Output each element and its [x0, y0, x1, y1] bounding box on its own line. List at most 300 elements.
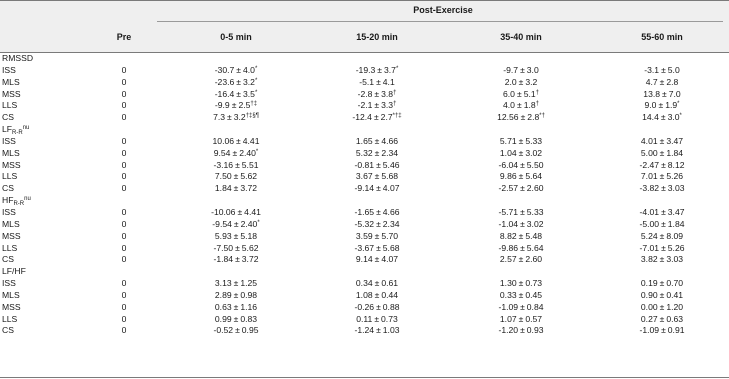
plus-minus-sign: ±: [518, 230, 524, 241]
section-subscript: R-R: [12, 130, 23, 137]
section-superscript: nu: [24, 196, 31, 203]
row-label-text: MSS: [2, 88, 21, 99]
sd-value: 1.8: [523, 100, 536, 111]
value-cell: [317, 254, 437, 266]
plus-minus-sign: ±: [374, 278, 380, 289]
value-cell: [176, 112, 296, 124]
row-label-text: CS: [2, 112, 14, 123]
table-row: [0, 314, 729, 326]
sd-value: 0.45: [525, 289, 543, 300]
pre-value: 0: [121, 242, 127, 253]
pre-value: 0: [121, 218, 127, 229]
significance-marker: †: [393, 89, 397, 96]
group-label: [2, 100, 17, 112]
sd-value: 0.70: [666, 278, 684, 289]
value-cell: [317, 314, 437, 326]
mean-value: -2.1: [357, 100, 373, 111]
mean-value: 5.93: [214, 230, 232, 241]
sd-value: 0.91: [667, 325, 685, 336]
group-label: [2, 183, 14, 195]
column-header-55-60: 55-60 min: [641, 32, 683, 42]
value-cell: [602, 278, 722, 290]
pre-value: 0: [121, 100, 127, 111]
significance-marker: *: [677, 101, 680, 108]
value-cell: [602, 231, 722, 243]
pre-value: 0: [121, 64, 127, 75]
section-label: [2, 266, 26, 278]
sd-value: 2.8: [666, 76, 679, 87]
sd-value: 2.40: [240, 218, 258, 229]
mean-value: 3.67: [355, 171, 373, 182]
mean-value: -3.1: [644, 64, 660, 75]
pre-value: 0: [121, 254, 127, 265]
plus-minus-sign: ±: [516, 88, 522, 99]
mean-value: -1.24: [354, 325, 375, 336]
plus-minus-sign: ±: [659, 254, 665, 265]
plus-minus-sign: ±: [518, 254, 524, 265]
sd-value: 8.12: [667, 159, 685, 170]
sd-value: 2.7: [380, 112, 393, 123]
plus-minus-sign: ±: [374, 230, 380, 241]
value-cell: [461, 278, 581, 290]
pre-value: 0: [121, 278, 127, 289]
mean-value: 3.82: [640, 254, 658, 265]
sd-value: 0.57: [525, 313, 543, 324]
value-cell: [176, 302, 296, 314]
value-cell: [461, 112, 581, 124]
significance-marker: *: [395, 65, 399, 72]
sd-value: 1.9: [665, 100, 678, 111]
significance-marker: *: [254, 77, 258, 84]
value-cell: [461, 243, 581, 255]
section-label: [2, 195, 31, 207]
sd-value: 0.84: [526, 301, 544, 312]
pre-value: 0: [121, 171, 127, 182]
plus-minus-sign: ±: [237, 206, 243, 217]
row-label-text: ISS: [2, 135, 16, 146]
column-header-15-20: 15-20 min: [356, 32, 398, 42]
mean-value: 9.86: [499, 171, 517, 182]
plus-minus-sign: ±: [520, 301, 525, 312]
value-cell: [317, 136, 437, 148]
value-cell: [602, 243, 722, 255]
sd-value: 7.0: [668, 88, 681, 99]
sd-value: 1.84: [666, 147, 684, 158]
mean-value: 2.0: [504, 76, 517, 87]
plus-minus-sign: ±: [233, 301, 239, 312]
value-cell: [602, 254, 722, 266]
value-cell: [176, 254, 296, 266]
sd-value: 8.09: [666, 230, 684, 241]
mean-value: -3.67: [354, 242, 375, 253]
value-cell: [461, 171, 581, 183]
section-subscript: R-R: [13, 201, 25, 208]
significance-marker: *: [255, 148, 259, 155]
mean-value: -1.09: [498, 301, 519, 312]
value-cell: [176, 243, 296, 255]
plus-minus-sign: ±: [235, 159, 240, 170]
plus-minus-sign: ±: [236, 88, 241, 99]
mean-value: -9.86: [498, 242, 519, 253]
mean-value: -16.4: [214, 88, 235, 99]
mean-value: 1.65: [355, 135, 373, 146]
row-label-text: LF: [2, 124, 13, 135]
significance-marker: *: [254, 65, 258, 72]
plus-minus-sign: ±: [520, 112, 526, 123]
pre-value: 0: [121, 301, 127, 312]
group-label: [2, 325, 14, 337]
value-cell: [317, 207, 437, 219]
value-cell: [602, 77, 722, 89]
row-label-text: ISS: [2, 64, 16, 75]
significance-marker: *†‡: [392, 113, 402, 120]
sd-value: 4.66: [381, 135, 399, 146]
value-cell: [461, 325, 581, 337]
plus-minus-sign: ±: [227, 112, 232, 123]
mean-value: 2.57: [499, 254, 517, 265]
sd-value: 3.7: [384, 64, 396, 75]
mean-value: 3.59: [355, 230, 373, 241]
mean-value: 0.63: [214, 301, 232, 312]
mean-value: 0.33: [499, 289, 517, 300]
group-label: [2, 207, 16, 219]
mean-value: -19.3: [355, 64, 376, 75]
value-cell: [176, 77, 296, 89]
plus-minus-sign: ±: [233, 183, 239, 194]
mean-value: -10.06: [211, 206, 236, 217]
sd-value: 3.72: [241, 254, 259, 265]
mean-value: -7.50: [213, 242, 234, 253]
table-bottom-rule: [0, 377, 729, 378]
plus-minus-sign: ±: [520, 159, 525, 170]
sd-value: 3.03: [667, 183, 685, 194]
mean-value: 1.30: [499, 278, 517, 289]
table-row: [0, 183, 729, 195]
value-cell: [461, 77, 581, 89]
mean-value: 13.8: [643, 88, 661, 99]
value-cell: [317, 65, 437, 77]
value-cell: [461, 89, 581, 101]
mean-value: -6.04: [498, 159, 519, 170]
sd-value: 3.47: [666, 135, 684, 146]
table-row: [0, 207, 729, 219]
row-label-text: MLS: [2, 218, 20, 229]
value-cell: [461, 160, 581, 172]
value-cell: [602, 325, 722, 337]
table-row: [0, 89, 729, 101]
value-cell: [176, 89, 296, 101]
sd-value: 0.44: [381, 289, 399, 300]
sd-value: 0.98: [240, 289, 258, 300]
table-row: [0, 302, 729, 314]
sd-value: 5.70: [381, 230, 399, 241]
pre-value: 0: [121, 147, 127, 158]
table-row: [0, 219, 729, 231]
value-cell: [317, 183, 437, 195]
sd-value: 5.1: [523, 88, 536, 99]
sd-value: 5.0: [667, 64, 680, 75]
plus-minus-sign: ±: [661, 206, 666, 217]
row-label-text: LF/HF: [2, 266, 26, 277]
plus-minus-sign: ±: [374, 88, 380, 99]
value-cell: [461, 254, 581, 266]
sd-value: 5.48: [525, 230, 543, 241]
sd-value: 2.60: [526, 183, 544, 194]
mean-value: -5.00: [639, 218, 660, 229]
value-cell: [461, 148, 581, 160]
sd-value: 2.34: [382, 218, 400, 229]
mean-value: 1.08: [355, 289, 373, 300]
mean-value: 5.00: [640, 147, 658, 158]
plus-minus-sign: ±: [661, 183, 666, 194]
table-row: [0, 65, 729, 77]
group-label: [2, 148, 20, 160]
sd-value: 1.84: [667, 218, 685, 229]
mean-value: 4.7: [645, 76, 658, 87]
pre-value: 0: [121, 88, 127, 99]
value-cell: [461, 136, 581, 148]
row-label-text: MLS: [2, 289, 20, 300]
plus-minus-sign: ±: [376, 242, 381, 253]
value-cell: [317, 278, 437, 290]
plus-minus-sign: ±: [235, 242, 240, 253]
value-cell: [461, 100, 581, 112]
sd-value: 0.61: [381, 278, 399, 289]
sd-value: 5.51: [241, 159, 259, 170]
value-cell: [602, 112, 722, 124]
mean-value: -7.01: [639, 242, 660, 253]
mean-value: 7.50: [214, 171, 232, 182]
value-cell: [176, 183, 296, 195]
significance-marker: *: [257, 219, 260, 226]
plus-minus-sign: ±: [233, 289, 239, 300]
plus-minus-sign: ±: [374, 289, 380, 300]
plus-minus-sign: ±: [374, 147, 380, 158]
sd-value: 3.0: [526, 64, 539, 75]
table-row: [0, 171, 729, 183]
section-row: [0, 195, 729, 207]
group-label: [2, 302, 21, 314]
plus-minus-sign: ±: [661, 159, 666, 170]
sd-value: 3.3: [381, 100, 394, 111]
plus-minus-sign: ±: [374, 100, 380, 111]
mean-value: -0.81: [354, 159, 375, 170]
group-label: [2, 254, 14, 266]
sd-value: 4.41: [244, 206, 261, 217]
significance-marker: †‡: [250, 101, 258, 108]
sd-value: 0.73: [381, 313, 398, 324]
sd-value: 2.40: [239, 147, 256, 158]
plus-minus-sign: ±: [661, 325, 666, 336]
column-header-35-40: 35-40 min: [500, 32, 542, 42]
pre-value: 0: [121, 230, 127, 241]
sd-value: 3.8: [381, 88, 394, 99]
row-label-text: LLS: [2, 313, 18, 324]
column-header-0-5: 0-5 min: [220, 32, 252, 42]
plus-minus-sign: ±: [374, 135, 380, 146]
mean-value: -4.01: [639, 206, 660, 217]
plus-minus-sign: ±: [516, 100, 522, 111]
value-cell: [461, 302, 581, 314]
value-cell: [461, 65, 581, 77]
sd-value: 2.34: [381, 147, 399, 158]
row-label-text: CS: [2, 183, 14, 194]
plus-minus-sign: ±: [233, 218, 239, 229]
pre-value: 0: [121, 159, 127, 170]
table-row: [0, 77, 729, 89]
mean-value: -1.65: [354, 206, 375, 217]
mean-value: -9.14: [354, 183, 375, 194]
plus-minus-sign: ±: [232, 147, 238, 158]
mean-value: 4.0: [503, 100, 515, 111]
sd-value: 4.07: [381, 254, 399, 265]
value-cell: [461, 231, 581, 243]
value-cell: [176, 160, 296, 172]
significance-marker: *: [679, 113, 682, 120]
table-row: [0, 136, 729, 148]
pre-value: 0: [121, 135, 127, 146]
sd-value: 5.64: [525, 171, 543, 182]
mean-value: -30.7: [214, 64, 235, 75]
row-label-text: LLS: [2, 171, 18, 182]
section-superscript: nu: [22, 125, 30, 132]
mean-value: -5.32: [354, 218, 375, 229]
mean-value: -2.57: [498, 183, 519, 194]
mean-value: 9.14: [355, 254, 373, 265]
value-cell: [461, 290, 581, 302]
pre-value: 0: [121, 183, 127, 194]
table-row: [0, 325, 729, 337]
sd-value: 2.60: [525, 254, 543, 265]
sd-value: 5.33: [526, 206, 544, 217]
value-cell: [317, 231, 437, 243]
mean-value: -1.84: [213, 254, 234, 265]
sd-value: 0.95: [241, 325, 259, 336]
group-label: [2, 243, 17, 255]
section-label: [2, 124, 29, 136]
mean-value: 2.89: [214, 289, 232, 300]
sd-value: 5.26: [666, 171, 684, 182]
plus-minus-sign: ±: [662, 88, 667, 99]
mean-value: 1.84: [214, 183, 232, 194]
value-cell: [602, 100, 722, 112]
mean-value: 9.0: [644, 100, 657, 111]
sd-value: 5.50: [526, 159, 544, 170]
group-label: [2, 77, 20, 89]
sd-value: 3.47: [667, 206, 685, 217]
mean-value: 0.99: [214, 313, 232, 324]
value-cell: [176, 219, 296, 231]
value-cell: [602, 160, 722, 172]
plus-minus-sign: ±: [518, 313, 524, 324]
plus-minus-sign: ±: [376, 218, 381, 229]
row-label-text: LLS: [2, 242, 18, 253]
sd-value: 5.62: [241, 242, 259, 253]
group-label: [2, 278, 16, 290]
value-cell: [602, 183, 722, 195]
value-cell: [176, 100, 296, 112]
mean-value: 6.0: [503, 88, 515, 99]
sd-value: 5.64: [526, 242, 544, 253]
plus-minus-sign: ±: [659, 135, 665, 146]
plus-minus-sign: ±: [659, 76, 665, 87]
plus-minus-sign: ±: [373, 112, 379, 123]
mean-value: 0.27: [640, 313, 658, 324]
plus-minus-sign: ±: [518, 76, 524, 87]
value-cell: [602, 65, 722, 77]
plus-minus-sign: ±: [374, 254, 380, 265]
value-cell: [317, 243, 437, 255]
plus-minus-sign: ±: [233, 278, 239, 289]
significance-marker: †: [535, 89, 539, 96]
mean-value: -2.8: [357, 88, 373, 99]
group-label: [2, 65, 16, 77]
row-label-text: MLS: [2, 147, 20, 158]
plus-minus-sign: ±: [660, 112, 666, 123]
value-cell: [602, 171, 722, 183]
plus-minus-sign: ±: [236, 135, 241, 146]
table-row: [0, 278, 729, 290]
sd-value: 0.93: [526, 325, 544, 336]
row-label-text: ISS: [2, 278, 16, 289]
pre-value: 0: [121, 325, 127, 336]
mean-value: -5.71: [498, 206, 519, 217]
plus-minus-sign: ±: [518, 171, 524, 182]
sd-value: 5.26: [667, 242, 685, 253]
significance-marker: †: [535, 101, 539, 108]
section-label: [2, 53, 33, 65]
pre-value: 0: [121, 313, 127, 324]
value-cell: [176, 136, 296, 148]
sd-value: 5.68: [381, 171, 399, 182]
mean-value: 1.07: [499, 313, 517, 324]
table-row: [0, 243, 729, 255]
sd-value: 0.41: [666, 289, 684, 300]
header-divider: [157, 21, 723, 22]
row-label-text: ISS: [2, 206, 16, 217]
mean-value: -12.4: [352, 112, 372, 123]
value-cell: [176, 171, 296, 183]
group-label: [2, 314, 17, 326]
mean-value: 9.54: [213, 147, 231, 158]
row-label-text: MSS: [2, 159, 21, 170]
sd-value: 5.62: [240, 171, 258, 182]
table-row: [0, 100, 729, 112]
value-cell: [317, 100, 437, 112]
plus-minus-sign: ±: [659, 278, 665, 289]
sd-value: 4.1: [382, 76, 395, 87]
value-cell: [176, 231, 296, 243]
row-label-text: RMSSD: [2, 53, 34, 63]
plus-minus-sign: ±: [376, 76, 381, 87]
mean-value: 7.01: [640, 171, 658, 182]
value-cell: [461, 219, 581, 231]
sd-value: 3.03: [666, 254, 684, 265]
mean-value: 0.90: [640, 289, 658, 300]
mean-value: 10.06: [212, 135, 235, 146]
plus-minus-sign: ±: [376, 159, 381, 170]
mean-value: 5.71: [499, 135, 517, 146]
group-label: [2, 136, 16, 148]
plus-minus-sign: ±: [659, 171, 665, 182]
row-label-text: CS: [2, 325, 14, 336]
value-cell: [317, 89, 437, 101]
value-cell: [602, 290, 722, 302]
plus-minus-sign: ±: [520, 183, 525, 194]
group-label: [2, 89, 21, 101]
sd-value: 3.2: [233, 112, 246, 123]
value-cell: [602, 89, 722, 101]
